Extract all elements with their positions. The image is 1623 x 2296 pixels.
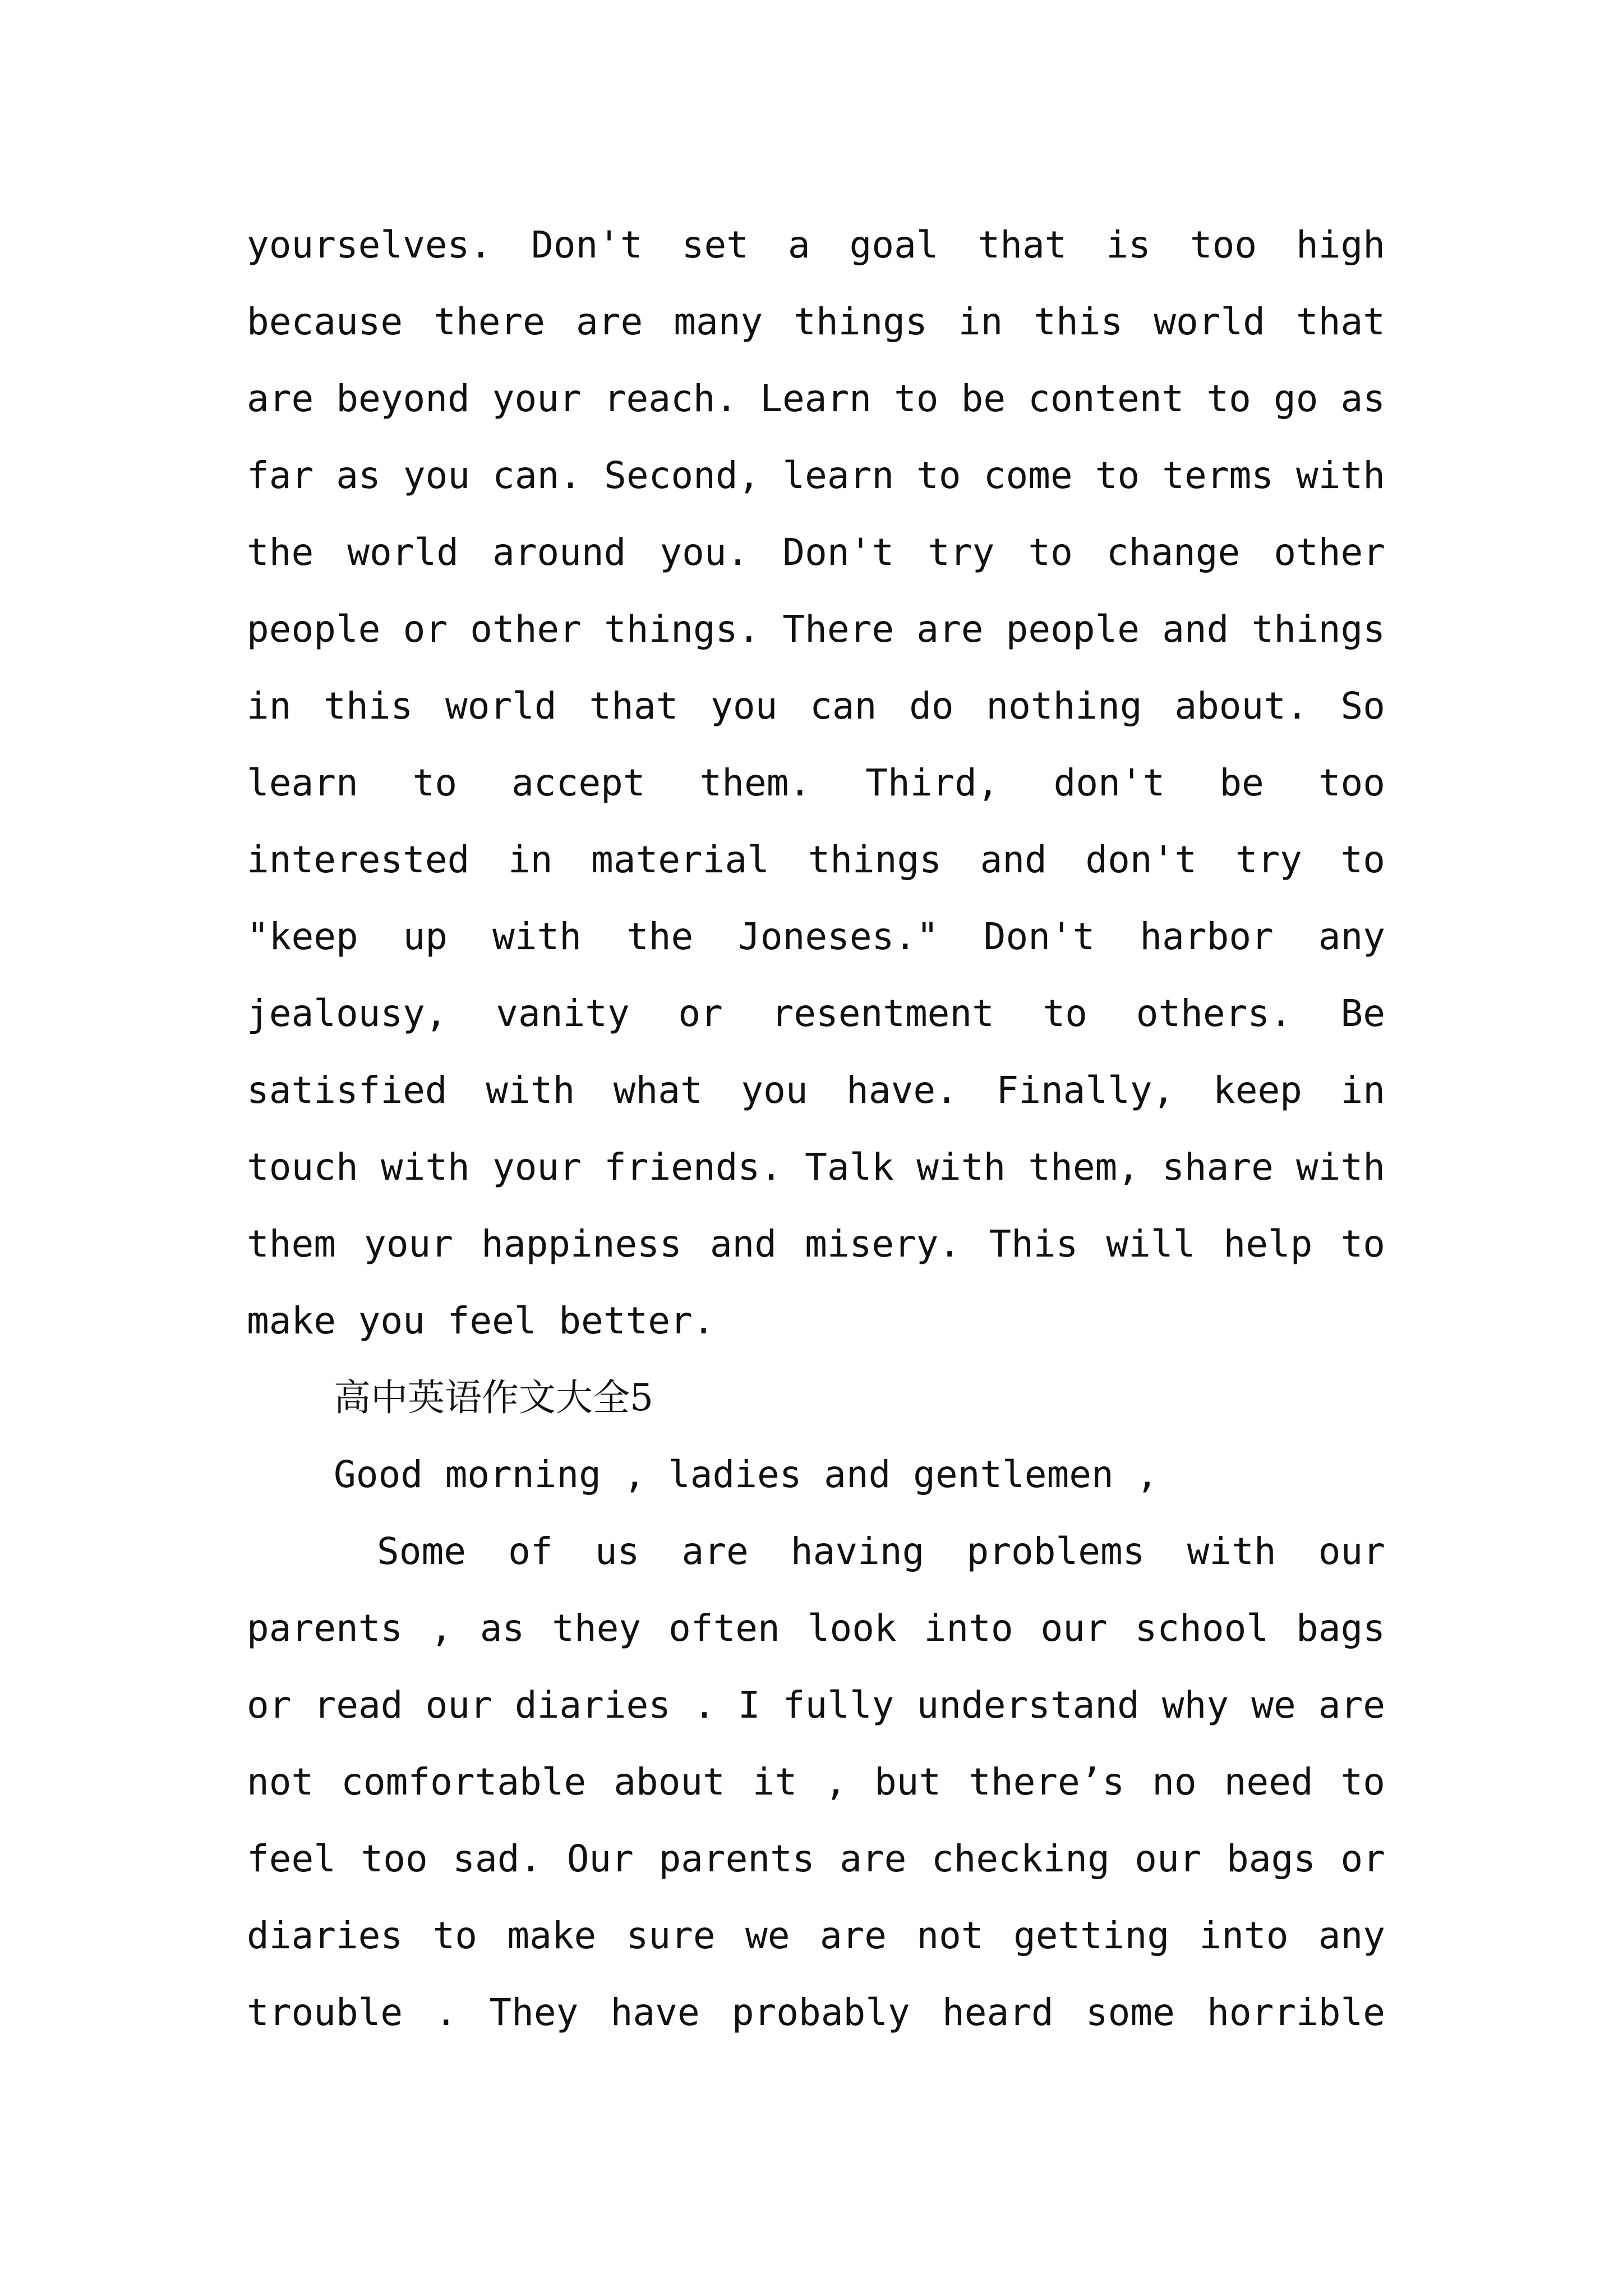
text-line: parents , as they often look into our school bags [247,1607,1385,1650]
greeting-line: Good morning , ladies and gentlemen , [334,1453,1159,1496]
document-body [247,212,1385,2056]
text-line: diaries to make sure we are not getting into any [247,1914,1385,1957]
text-line: jealousy, vanity or resentment to others. Be [247,992,1385,1035]
paragraph-first-line: Some of us are having problems with our [377,1530,1385,1573]
text-line: them your happiness and misery. This will help to [247,1222,1385,1266]
text-line: "keep up with the Joneses." Don't harbor any [247,915,1385,958]
text-line: because there are many things in this world that [247,300,1385,343]
text-line: or read our diaries . I fully understand why we are [247,1683,1385,1727]
text-line: far as you can. Second, learn to come to terms with [247,454,1385,497]
text-line: are beyond your reach. Learn to be content to go as [247,377,1385,420]
text-line: people or other things. There are people and things [247,608,1385,651]
text-line: interested in material things and don't try to [247,838,1385,881]
section-heading: 高中英语作文大全5 [334,1376,653,1419]
text-line: the world around you. Don't try to change other [247,531,1385,574]
text-line: trouble . They have probably heard some horrible [247,1991,1385,2034]
paragraph-last-line: make you feel better. [247,1299,715,1342]
text-line: touch with your friends. Talk with them, share with [247,1145,1385,1189]
text-line: satisfied with what you have. Finally, keep in [247,1069,1385,1112]
text-line: feel too sad. Our parents are checking our bags or [247,1837,1385,1880]
text-line: learn to accept them. Third, don't be too [247,761,1385,804]
text-line: yourselves. Don't set a goal that is too high [247,223,1385,266]
text-line: in this world that you can do nothing about. So [247,684,1385,728]
text-line: not comfortable about it , but there’s no need to [247,1760,1385,1803]
